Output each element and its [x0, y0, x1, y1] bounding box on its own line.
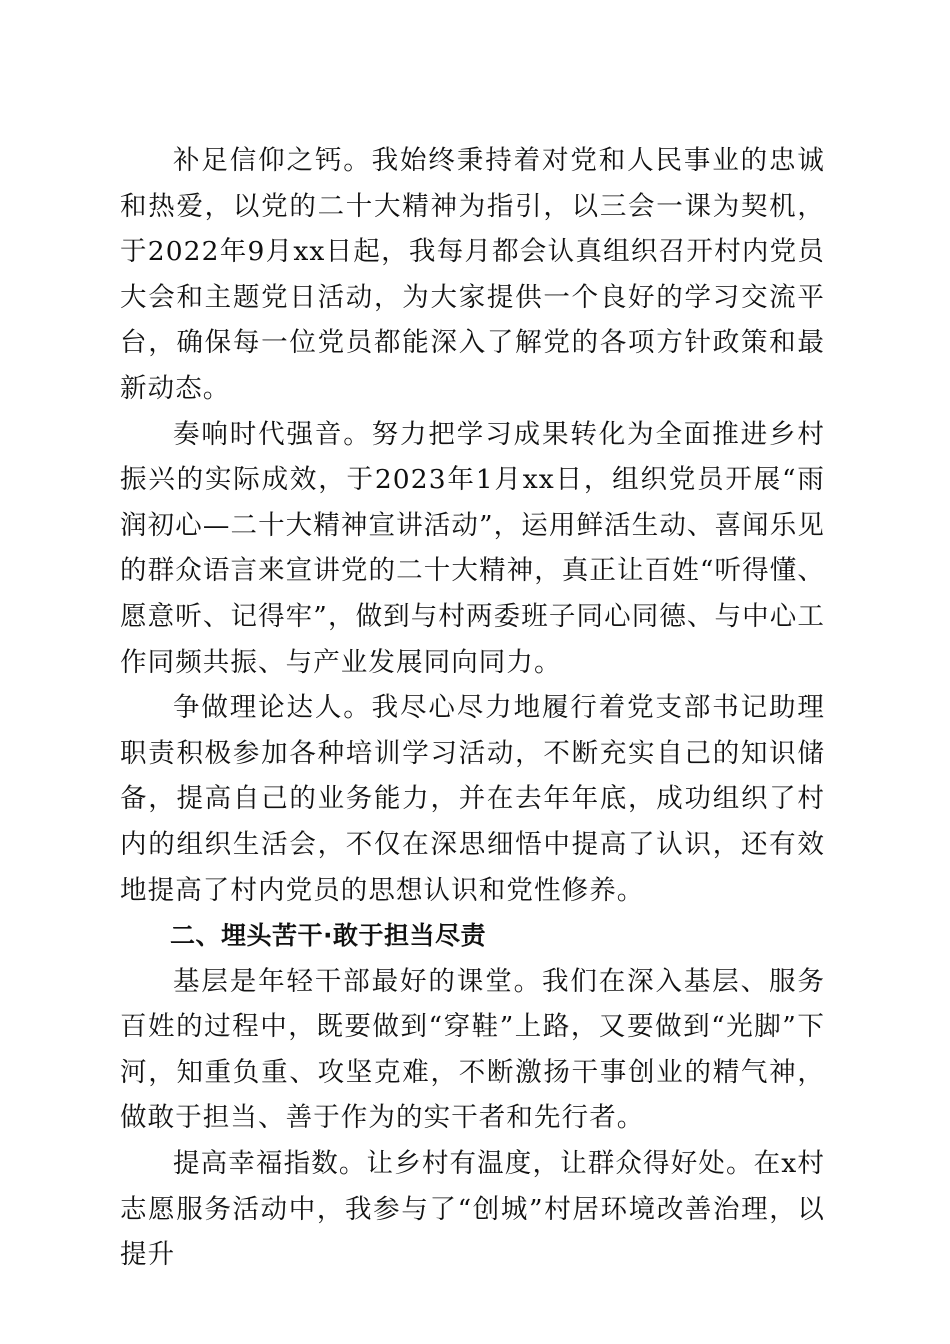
paragraph-faith: 补足信仰之钙。我始终秉持着对党和人民事业的忠诚和热爱，以党的二十大精神为指引，以三会一课为契机，于2022年9月xx日起，我每月都会认真组织召开村内党员大会和主题党日活动，为大家提供一个良好的学习交流平台，确保每一位党员都能深入了解党的各项方针政策和最新动态。: [120, 145, 825, 404]
paragraph-happiness-index: 提高幸福指数。让乡村有温度，让群众得好处。在x村志愿服务活动中，我参与了“创城”村居环境改善治理，以提升: [120, 1148, 825, 1271]
section-heading: 二、埋头苦干·敢于担当尽责: [170, 921, 486, 951]
paragraph-theory-expert: 争做理论达人。我尽心尽力地履行着党支部书记助理职责积极参加各种培训学习活动，不断充实自己的知识储备，提高自己的业务能力，并在去年年底，成功组织了村内的组织生活会，不仅在深思细悟中提高了认识，还有效地提高了村内党员的思想认识和党性修养。: [120, 692, 825, 906]
document-body: [120, 138, 825, 1278]
paragraph-grassroots: 基层是年轻干部最好的课堂。我们在深入基层、服务百姓的过程中，既要做到“穿鞋”上路，又要做到“光脚”下河，知重负重、攻坚克难，不断激扬干事创业的精气神，做敢于担当、善于作为的实干者和先行者。: [120, 965, 825, 1134]
paragraph-era-voice: 奏响时代强音。努力把学习成果转化为全面推进乡村振兴的实际成效，于2023年1月xx日，组织党员开展“雨润初心—二十大精神宣讲活动”，运用鲜活生动、喜闻乐见的群众语言来宣讲党的二十大精神，真正让百姓“听得懂、愿意听、记得牢”，做到与村两委班子同心同德、与中心工作同频共振、与产业发展同向同力。: [120, 418, 825, 678]
